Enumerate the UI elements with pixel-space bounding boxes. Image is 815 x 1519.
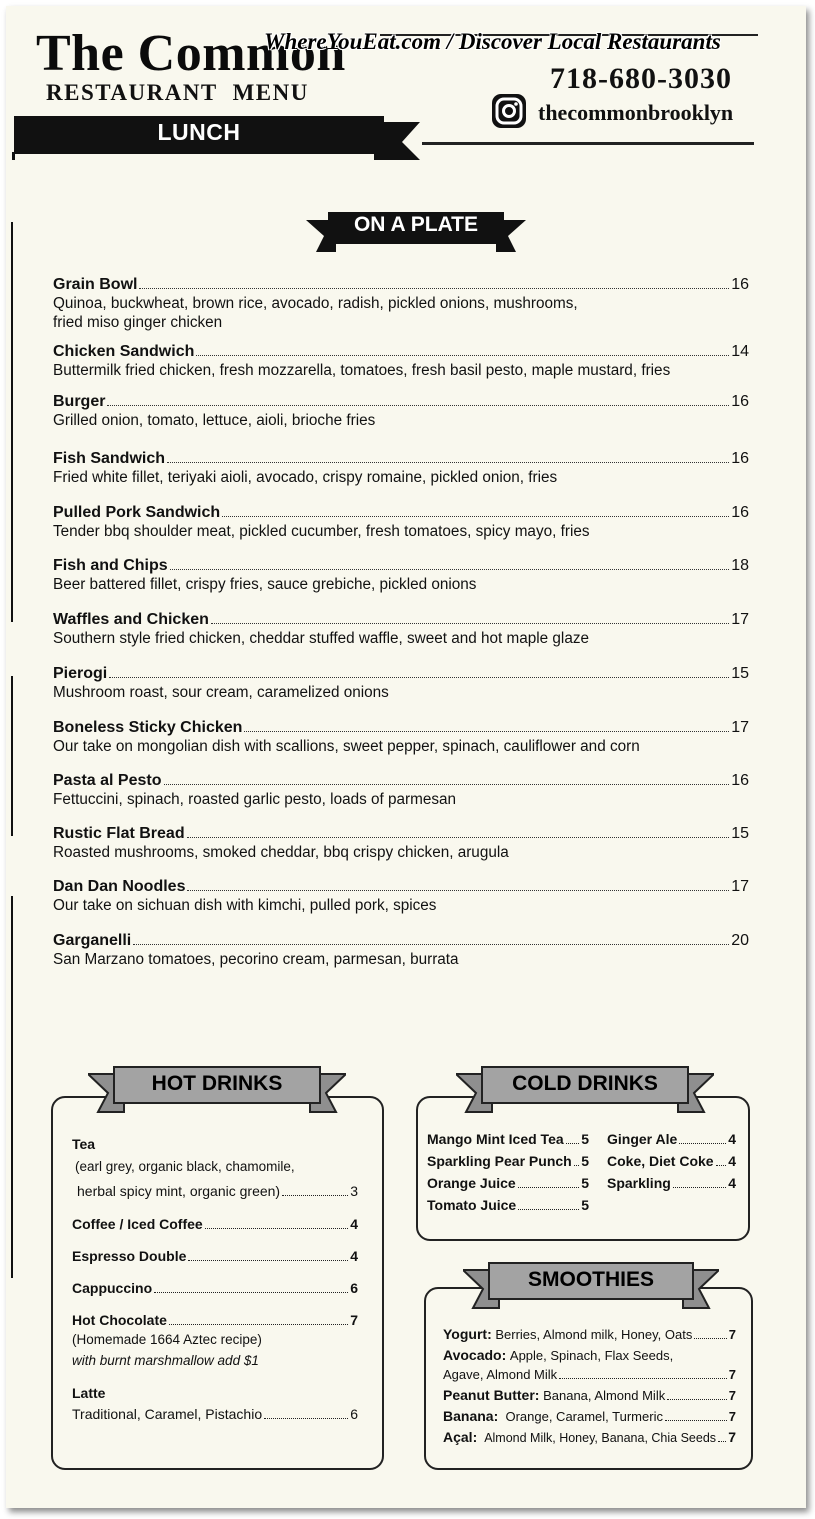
smoothie-price: 7: [728, 1388, 736, 1403]
leader-dots: [196, 355, 729, 356]
smoothie-name: Banana:: [443, 1408, 499, 1424]
smoothie-name: Yogurt:: [443, 1326, 492, 1342]
leader-dots: [170, 569, 730, 570]
smoothie-name: Açal:: [443, 1429, 478, 1445]
leader-dots: [107, 405, 729, 406]
menu-item-name: Garganelli: [53, 932, 132, 949]
cold-drink-price: 5: [581, 1153, 589, 1169]
hot-drink-name: Tea: [72, 1136, 96, 1152]
menu-item-price: 15: [731, 665, 749, 682]
leader-dots: [673, 1187, 726, 1188]
smoothie-desc: Apple, Spinach, Flax Seeds,: [509, 1348, 674, 1363]
menu-item: [53, 824, 749, 862]
cold-drink-name: Coke, Diet Coke: [607, 1153, 714, 1169]
cold-drink-row: [427, 1175, 589, 1192]
menu-item-price: 16: [731, 772, 749, 789]
smoothie-desc: Banana, Almond Milk: [543, 1388, 666, 1403]
cold-drinks-right-column: [607, 1131, 736, 1197]
menu-item-price: 16: [731, 276, 749, 293]
leader-dots: [211, 623, 729, 624]
menu-item-name: Fish Sandwich: [53, 450, 166, 467]
cold-drink-row: [427, 1131, 589, 1148]
hot-drinks-list: [72, 1136, 358, 1423]
menu-item-name: Burger: [53, 393, 106, 410]
menu-item-price: 20: [731, 932, 749, 949]
menu-item-price: 16: [731, 393, 749, 410]
hot-drink-name: Hot Chocolate: [72, 1312, 167, 1328]
hot-drink-price: 4: [350, 1216, 358, 1232]
menu-item-name: Rustic Flat Bread: [53, 825, 185, 842]
hot-drink-name: Cappuccino: [72, 1280, 153, 1296]
menu-item-name: Boneless Sticky Chicken: [53, 719, 243, 736]
smoothie-desc: Almond Milk, Honey, Banana, Chia Seeds: [484, 1431, 717, 1445]
menu-item-price: 14: [731, 343, 749, 360]
leader-dots: [164, 784, 730, 785]
leader-dots: [109, 677, 729, 678]
hot-drink-desc: (earl grey, organic black, chamomile,: [75, 1159, 295, 1174]
menu-item: [53, 342, 749, 380]
cold-drink-name: Sparkling: [607, 1175, 671, 1191]
cold-drink-name: Orange Juice: [427, 1175, 516, 1191]
menu-item-description: Grilled onion, tomato, lettuce, aioli, brioche fries: [53, 412, 376, 429]
menu-item-name: Waffles and Chicken: [53, 611, 209, 628]
menu-item-name: Dan Dan Noodles: [53, 878, 186, 895]
smoothie-name: Peanut Butter:: [443, 1387, 540, 1403]
menu-item-price: 17: [731, 611, 749, 628]
hot-drink-price: 6: [350, 1280, 358, 1296]
menu-item-description: Our take on mongolian dish with scallions, sweet pepper, spinach, cauliflower and corn: [53, 738, 640, 755]
menu-item: [53, 392, 749, 430]
menu-item-description: San Marzano tomatoes, pecorino cream, parmesan, burrata: [53, 951, 459, 968]
smoothie-desc: Orange, Caramel, Turmeric: [505, 1409, 663, 1424]
leader-dots: [167, 462, 729, 463]
menu-item-name: Fish and Chips: [53, 557, 168, 574]
hot-drink-desc: (Homemade 1664 Aztec recipe): [72, 1332, 262, 1347]
leader-dots: [187, 837, 730, 838]
menu-item: [53, 771, 749, 809]
hot-drink-name: Espresso Double: [72, 1248, 187, 1264]
hot-drink-desc: herbal spicy mint, organic green): [77, 1183, 281, 1199]
hot-drink-price: 3: [350, 1183, 358, 1199]
menu-item-price: 16: [731, 504, 749, 521]
menu-item-name: Chicken Sandwich: [53, 343, 195, 360]
leader-dots: [518, 1209, 579, 1210]
menu-item-description: Roasted mushrooms, smoked cheddar, bbq crispy chicken, arugula: [53, 844, 509, 861]
watermark-text: WhereYouEat.com / Discover Local Restaurants: [264, 29, 721, 54]
menu-item-name: Pasta al Pesto: [53, 772, 162, 789]
menu-item-description: Mushroom roast, sour cream, caramelized onions: [53, 684, 389, 701]
smoothies-list: [443, 1326, 736, 1447]
leader-dots: [566, 1143, 580, 1144]
smoothies-heading: SMOOTHIES: [527, 1268, 654, 1291]
restaurant-subtitle: RESTAURANT MENU: [46, 80, 309, 105]
leader-dots: [133, 944, 729, 945]
hot-drink-price: 7: [350, 1312, 358, 1328]
phone-number[interactable]: 718-680-3030: [550, 62, 732, 95]
menu-item-price: 18: [731, 557, 749, 574]
menu-item-description: Buttermilk fried chicken, fresh mozzarella, tomatoes, fresh basil pesto, maple mustard, fries: [53, 362, 671, 379]
menu-item-price: 15: [731, 825, 749, 842]
hot-drink-name: Coffee / Iced Coffee: [72, 1216, 203, 1232]
leader-dots: [574, 1165, 579, 1166]
left-edge-line: [11, 896, 13, 1278]
hot-drink-desc: with burnt marshmallow add $1: [72, 1353, 259, 1368]
cold-drink-price: 4: [728, 1153, 736, 1169]
smoothie-desc: Agave, Almond Milk: [443, 1367, 558, 1382]
cold-drinks-heading: COLD DRINKS: [512, 1072, 658, 1095]
instagram-icon[interactable]: [491, 93, 527, 129]
menu-item: [53, 610, 749, 648]
left-edge-line: [11, 222, 13, 622]
instagram-handle[interactable]: thecommonbrooklyn: [538, 100, 734, 125]
cold-drink-price: 4: [728, 1131, 736, 1147]
hot-drink-price: 4: [350, 1248, 358, 1264]
smoothie-price: 7: [728, 1327, 736, 1342]
left-edge-line: [11, 676, 13, 836]
leader-dots: [518, 1187, 580, 1188]
cold-drink-row: [607, 1131, 736, 1148]
cold-drink-price: 5: [581, 1175, 589, 1191]
menu-item-description: Fried white fillet, teriyaki aioli, avocado, crispy romaine, pickled onion, fries: [53, 469, 558, 486]
cold-drinks-left-column: [427, 1131, 589, 1219]
cold-drink-row: [607, 1175, 736, 1192]
menu-item: [53, 275, 749, 332]
plate-heading: ON A PLATE: [353, 213, 479, 236]
menu-item-name: Grain Bowl: [53, 276, 138, 293]
header-rule: [422, 142, 754, 145]
smoothie-desc: Berries, Almond milk, Honey, Oats: [495, 1327, 693, 1342]
cold-drink-row: [607, 1153, 736, 1170]
menu-item-name: Pulled Pork Sandwich: [53, 504, 221, 521]
cold-drink-price: 5: [581, 1131, 589, 1147]
smoothie-price: 7: [728, 1367, 736, 1382]
menu-item-description: Southern style fried chicken, cheddar stuffed waffle, sweet and hot maple glaze: [53, 630, 589, 647]
menu-item-description: Tender bbq shoulder meat, pickled cucumber, fresh tomatoes, spicy mayo, fries: [53, 523, 590, 540]
menu-item: [53, 503, 749, 541]
restaurant-name: The Common: [36, 25, 346, 82]
menu-item-price: 17: [731, 878, 749, 895]
smoothie-price: 7: [728, 1409, 736, 1424]
hot-drink-desc: Traditional, Caramel, Pistachio: [72, 1406, 263, 1422]
cold-drink-price: 4: [728, 1175, 736, 1191]
leader-dots: [139, 288, 729, 289]
cold-drink-name: Mango Mint Iced Tea: [427, 1131, 564, 1147]
menu-item-description: Quinoa, buckwheat, brown rice, avocado, radish, pickled onions, mushrooms,: [53, 295, 578, 312]
hot-drink-name: Latte: [72, 1385, 106, 1401]
menu-item-description: Fettuccini, spinach, roasted garlic pesto, loads of parmesan: [53, 791, 457, 808]
cold-drink-price: 5: [581, 1197, 589, 1213]
cold-drink-row: [427, 1153, 589, 1170]
cold-drink-row: [427, 1197, 589, 1214]
menu-item: [53, 718, 749, 756]
menu-item: [53, 877, 749, 915]
leader-dots: [244, 731, 729, 732]
cold-drink-name: Sparkling Pear Punch: [427, 1153, 572, 1169]
leader-dots: [679, 1143, 726, 1144]
leader-dots: [716, 1165, 727, 1166]
cold-drink-name: Ginger Ale: [607, 1131, 678, 1147]
hot-drinks-heading: HOT DRINKS: [151, 1072, 283, 1095]
menu-item-description: Our take on sichuan dish with kimchi, pulled pork, spices: [53, 897, 437, 914]
menu-item-description: Beer battered fillet, crispy fries, sauce grebiche, pickled onions: [53, 576, 477, 593]
menu-item: [53, 449, 749, 487]
smoothie-price: 7: [728, 1429, 736, 1445]
leader-dots: [187, 890, 729, 891]
menu-item-description: fried miso ginger chicken: [53, 314, 223, 331]
smoothie-name: Avocado:: [443, 1347, 507, 1363]
menu-item-price: 17: [731, 719, 749, 736]
menu-item: [53, 664, 749, 702]
cold-drink-name: Tomato Juice: [427, 1197, 517, 1213]
menu-item: [53, 556, 749, 594]
leader-dots: [222, 516, 729, 517]
hot-drink-price: 6: [350, 1406, 358, 1422]
menu-item-name: Pierogi: [53, 665, 108, 682]
meal-label: LUNCH: [157, 119, 241, 145]
menu-item-price: 16: [731, 450, 749, 467]
menu-item: [53, 931, 749, 969]
